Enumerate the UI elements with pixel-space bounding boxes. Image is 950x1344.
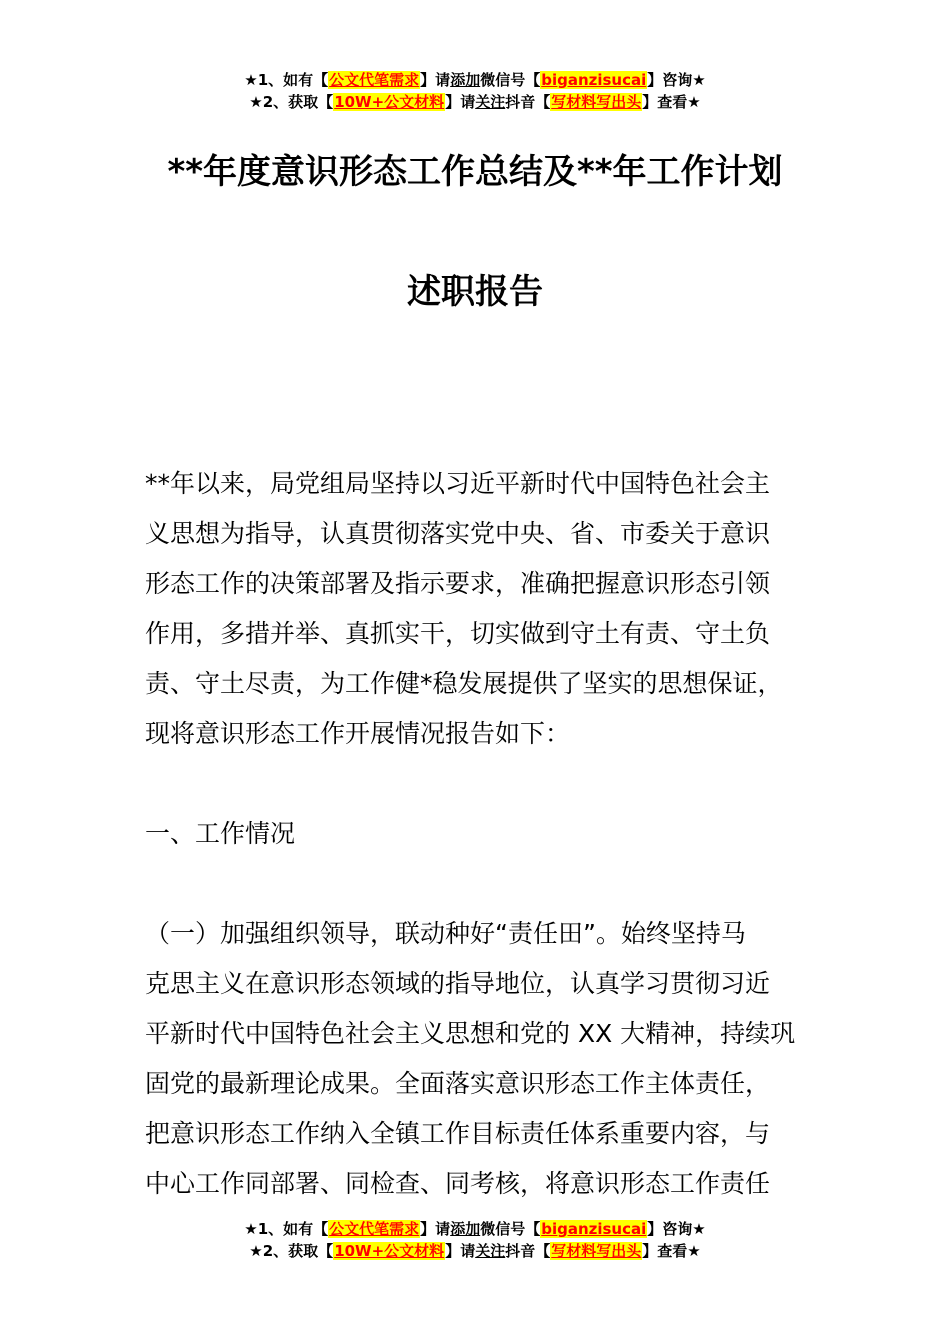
text-line: 责、守土尽责，为工作健*稳发展提供了坚实的思想保证， (145, 669, 783, 698)
banner-text: ★1、如有【 (244, 1220, 329, 1238)
banner-line-2 (0, 1240, 950, 1262)
banner-highlight[interactable]: 公文代笔需求 (329, 71, 420, 89)
banner-text: 抖音【 (505, 93, 551, 111)
text-line: 克思主义在意识形态领域的指导地位，认真学习贯彻习近 (145, 969, 771, 998)
banner-wechat-id[interactable]: biganzisucai (541, 1220, 647, 1238)
text-line: 作用，多措并举、真抓实干，切实做到守土有责、守土负 (145, 619, 771, 648)
header-banner (0, 69, 950, 113)
banner-text: 】咨询★ (647, 1220, 706, 1238)
banner-text: 】请 (420, 1220, 451, 1238)
intro-paragraph (145, 459, 810, 759)
banner-highlight[interactable]: 10W+公文材料 (334, 93, 445, 111)
document-title: **年度意识形态工作总结及**年工作计划 (167, 152, 783, 192)
paragraph-spacer (145, 759, 810, 809)
banner-text: ★2、获取【 (249, 1242, 334, 1260)
banner-text: 】查看★ (642, 93, 701, 111)
text-line: 形态工作的决策部署及指示要求，准确把握意识形态引领 (145, 569, 771, 598)
text-line: 现将意识形态工作开展情况报告如下： (145, 719, 571, 748)
banner-line-1 (0, 1218, 950, 1240)
banner-text: 微信号【 (480, 71, 541, 89)
banner-text: ★1、如有【 (244, 71, 329, 89)
banner-wechat-id[interactable]: biganzisucai (541, 71, 647, 89)
banner-underlined-text: 关注 (475, 93, 506, 111)
banner-douyin-account[interactable]: 写材料写出头 (551, 1242, 642, 1260)
footer-banner (0, 1218, 950, 1262)
banner-line-2 (0, 91, 950, 113)
document-subtitle: 述职报告 (407, 272, 543, 312)
banner-text: 微信号【 (480, 1220, 541, 1238)
banner-highlight[interactable]: 10W+公文材料 (334, 1242, 445, 1260)
banner-underlined-text: 添加 (450, 1220, 481, 1238)
banner-highlight[interactable]: 公文代笔需求 (329, 1220, 420, 1238)
text-line: 义思想为指导，认真贯彻落实党中央、省、市委关于意识 (145, 519, 771, 548)
paragraph-spacer (145, 859, 810, 909)
banner-text: 抖音【 (505, 1242, 551, 1260)
text-line: （一）加强组织领导，联动种好“责任田”。始终坚持马 (145, 919, 746, 948)
banner-underlined-text: 添加 (450, 71, 481, 89)
banner-text: 】咨询★ (647, 71, 706, 89)
section-heading (145, 809, 810, 859)
banner-text: 】请 (445, 1242, 476, 1260)
document-body (145, 459, 810, 1209)
banner-text: 】查看★ (642, 1242, 701, 1260)
banner-underlined-text: 关注 (475, 1242, 506, 1260)
text-line: 中心工作同部署、同检查、同考核，将意识形态工作责任 (145, 1169, 771, 1198)
banner-text: 】请 (420, 71, 451, 89)
text-line: 固党的最新理论成果。全面落实意识形态工作主体责任， (145, 1069, 771, 1098)
text-line: **年以来，局党组局坚持以习近平新时代中国特色社会主 (145, 469, 771, 498)
banner-text: ★2、获取【 (249, 93, 334, 111)
banner-text: 】请 (445, 93, 476, 111)
banner-douyin-account[interactable]: 写材料写出头 (551, 93, 642, 111)
subsection-paragraph (145, 909, 810, 1209)
banner-line-1 (0, 69, 950, 91)
section-heading-text: 一、工作情况 (145, 819, 296, 848)
text-line: 把意识形态工作纳入全镇工作目标责任体系重要内容，与 (145, 1119, 771, 1148)
text-line: 平新时代中国特色社会主义思想和党的 XX 大精神，持续巩 (145, 1019, 796, 1048)
